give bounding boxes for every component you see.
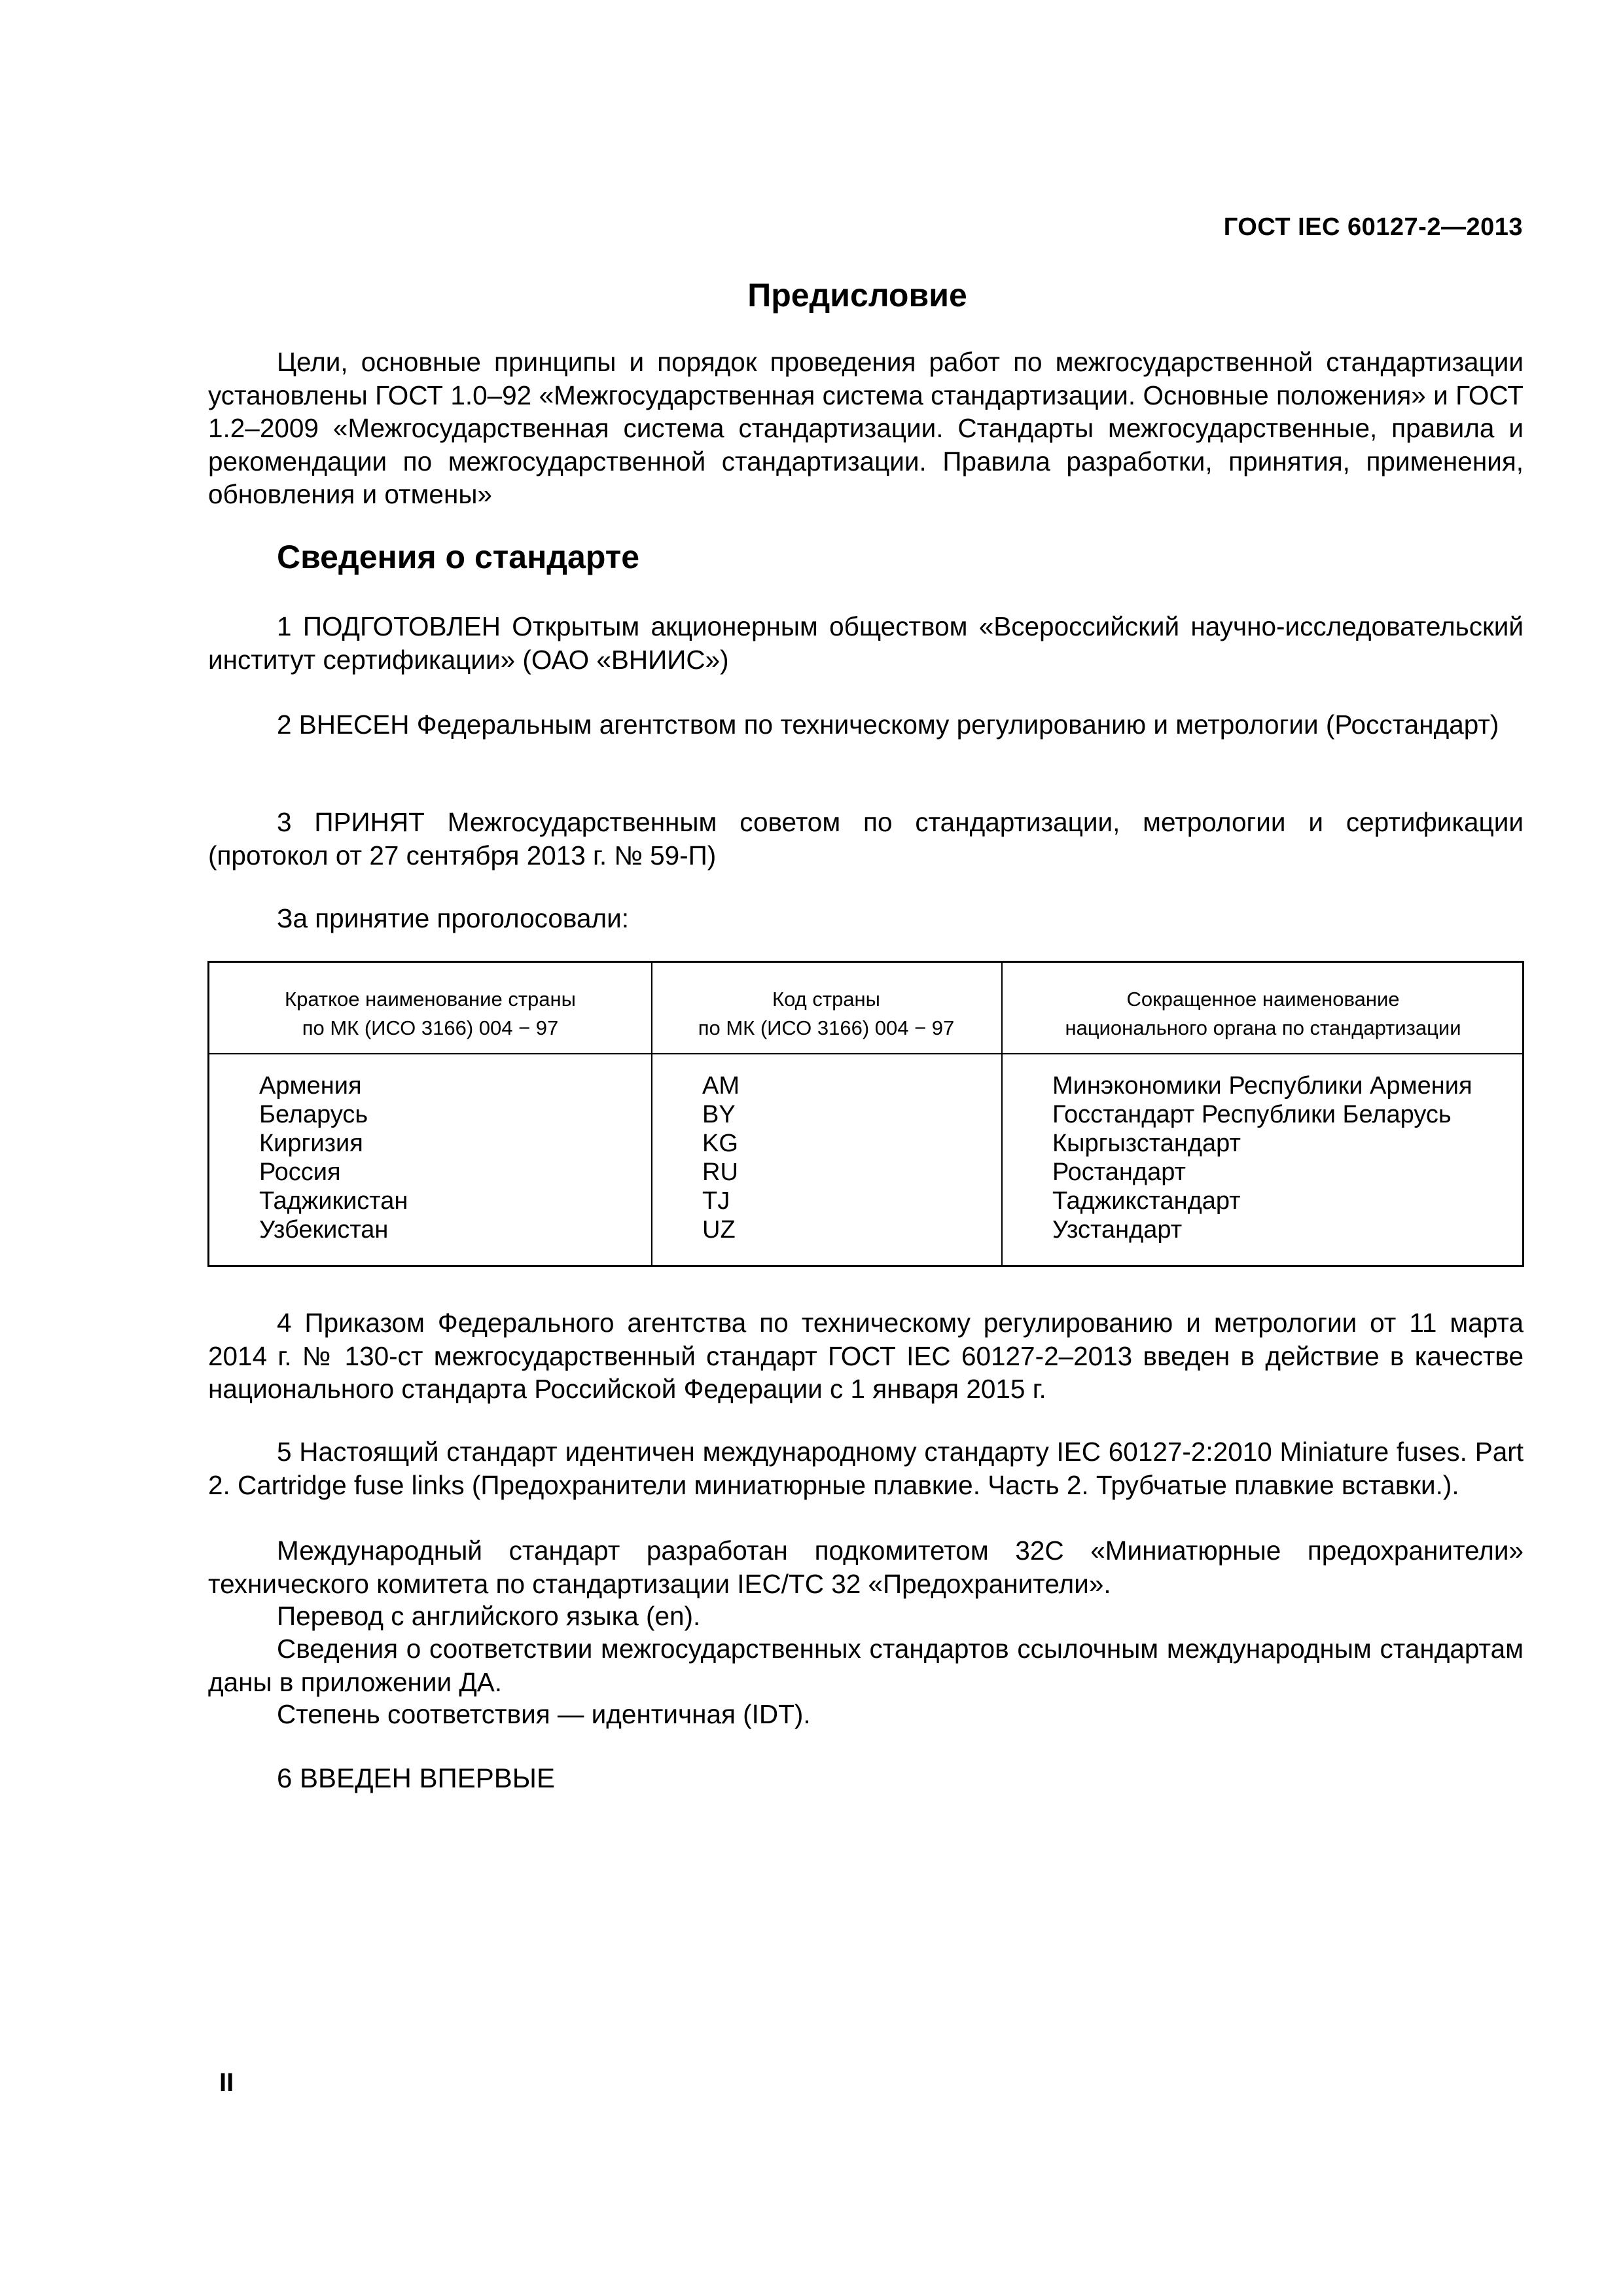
header-divider <box>209 1053 1522 1054</box>
table-cell-body: Кыргызстандарт <box>1052 1130 1241 1157</box>
table-cell-code: KG <box>702 1130 738 1157</box>
info-item-4: 4 Приказом Федерального агентства по техническому регулированию и метрологии от 11 марта 2014 г. № 130-ст межгосударственный стандарт ГОСТ IEC 60127-2–2013 введен в действие в качестве национального стандарта Российской Федерации с 1 января 2015 г. <box>208 1308 1524 1404</box>
table-header-code: Код страны по МК (ИСО 3166) 004 − 97 <box>698 988 955 1039</box>
table-header-country: Краткое наименование страны по МК (ИСО 3166) 004 − 97 <box>285 988 576 1039</box>
table-cell-body: Госстандарт Республики Беларусь <box>1052 1101 1452 1128</box>
foreword-paragraph: Цели, основные принципы и порядок проведения работ по межгосударственной стандартизации установлены ГОСТ 1.0–92 «Межгосударственная система стандартизации. Основные положения» и ГОСТ 1.2–2009 «Межгосударственная система стандартизации. Стандарты межгосударственные, правила и рекомендации по межгосударственной стандартизации. Правила разработки, принятия, применения, обновления и отмены» <box>208 347 1524 509</box>
voting-table <box>207 961 1524 1267</box>
table-cell-code: TJ <box>702 1187 730 1215</box>
info-item-5-paragraph-4: Сведения о соответствии межгосударственных стандартов ссылочным международным стандартам даны в приложении ДА. <box>208 1634 1524 1697</box>
table-cell-body: Узстандарт <box>1052 1216 1183 1244</box>
table-cell-code: RU <box>702 1158 738 1186</box>
country-codes-column <box>702 1071 740 1244</box>
info-item-5-paragraph-3: Перевод с английского языка (en). <box>277 1601 701 1631</box>
info-item-5-paragraph-5: Степень соответствия — идентичная (IDT). <box>277 1699 811 1729</box>
table-cell-code: AM <box>702 1072 740 1100</box>
standards-bodies-column <box>1052 1071 1472 1244</box>
table-cell-country: Россия <box>259 1158 341 1186</box>
page-number: II <box>219 2068 234 2097</box>
vote-intro: За принятие проголосовали: <box>277 903 629 933</box>
table-cell-country: Узбекистан <box>259 1216 389 1244</box>
table-cell-body: Ростандарт <box>1052 1158 1186 1186</box>
table-cell-code: BY <box>702 1101 736 1128</box>
page-header: ГОСТ IEC 60127-2—2013 <box>1223 213 1523 241</box>
standard-info-title: Сведения о стандарте <box>277 539 640 575</box>
info-item-3: 3 ПРИНЯТ Межгосударственным советом по стандартизации, метрологии и сертификации (протокол от 27 сентября 2013 г. № 59-П) <box>208 807 1524 870</box>
info-item-6: 6 ВВЕДЕН ВПЕРВЫЕ <box>277 1763 555 1793</box>
table-header-body: Сокращенное наименование национального органа по стандартизации <box>1065 988 1461 1039</box>
info-item-2: 2 ВНЕСЕН Федеральным агентством по техническому регулированию и метрологии (Росстандарт) <box>277 709 1499 740</box>
table-cell-country: Беларусь <box>259 1101 368 1128</box>
table-cell-body: Минэкономики Республики Армения <box>1052 1072 1472 1100</box>
info-item-5-paragraph-2: Международный стандарт разработан подкомитетом 32С «Миниатюрные предохранители» технического комитета по стандартизации IEC/TC 32 «Предохранители». <box>208 1535 1524 1599</box>
table-cell-code: UZ <box>702 1216 736 1244</box>
table-cell-body: Таджикстандарт <box>1052 1187 1241 1215</box>
table-cell-country: Таджикистан <box>259 1187 408 1215</box>
table-cell-country: Киргизия <box>259 1130 363 1157</box>
foreword-title: Предисловие <box>747 277 967 314</box>
info-item-1: 1 ПОДГОТОВЛЕН Открытым акционерным обществом «Всероссийский научно-исследовательский институт сертификации» (ОАО «ВНИИС») <box>208 611 1524 675</box>
country-names-column <box>259 1071 408 1244</box>
table-cell-country: Армения <box>259 1072 362 1100</box>
info-item-5: 5 Настоящий стандарт идентичен международному стандарту IEC 60127-2:2010 Miniature fuses. Part 2. Cartridge fuse links (Предохранители миниатюрные плавкие. Часть 2. Трубчатые плавкие вставки.). <box>208 1437 1524 1500</box>
